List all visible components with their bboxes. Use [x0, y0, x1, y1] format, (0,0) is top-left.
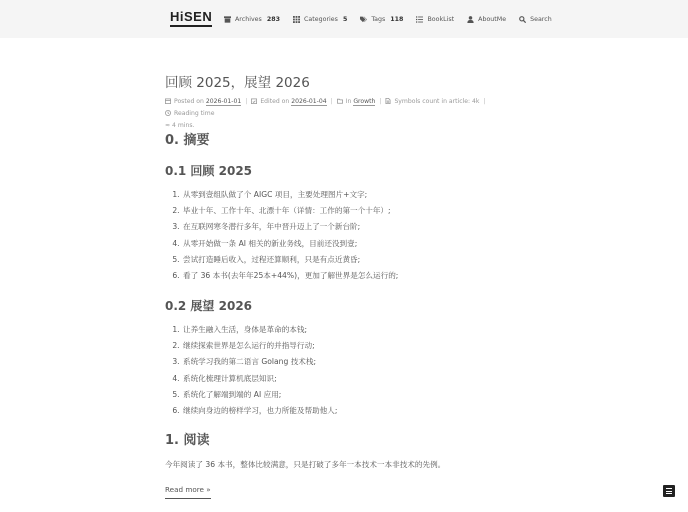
list-item: 6. 继续向身边的榜样学习，也力所能及帮助他人; — [182, 403, 337, 419]
list-item: 1. 让养生融入生活，身体是革命的本钱; — [182, 322, 337, 338]
list-item: 2. 继续探索世界是怎么运行的并指导行动; — [182, 338, 337, 354]
menu-icon-line — [666, 491, 672, 492]
nav-aboutme-label: AboutMe — [478, 15, 507, 23]
meta-reading-value: ≈ 4 mins. — [165, 122, 195, 129]
meta-separator: | — [379, 98, 382, 105]
nav-archives[interactable] — [224, 16, 280, 23]
meta-category — [337, 98, 376, 105]
meta-posted — [165, 98, 241, 105]
file-icon — [385, 98, 391, 104]
list-item: 3. 在互联网寒冬潜行多年，年中晋升迈上了一个新台阶; — [182, 219, 398, 235]
read-more-button[interactable]: Read more » — [165, 485, 211, 499]
nav-categories-label: Categories — [304, 15, 338, 23]
list-item: 1. 从零到壹组队做了个 AIGC 项目，主要处理图片+文字; — [182, 187, 398, 203]
nav-tags[interactable] — [360, 16, 403, 23]
heading-outlook-2026: 0.2 展望 2026 — [165, 299, 253, 313]
list-item: 5. 尝试打造睡后收入，过程还算顺利，只是有点近黄昏; — [182, 252, 398, 268]
meta-posted-label: Posted on — [174, 98, 204, 105]
nav-aboutme[interactable] — [467, 16, 506, 23]
nav-booklist[interactable] — [416, 16, 454, 23]
list-item: 5. 系统化了解端到端的 AI 应用; — [182, 387, 337, 403]
meta-separator: | — [330, 98, 333, 105]
calendar-check-icon — [251, 98, 257, 104]
user-icon — [467, 16, 474, 23]
search-icon — [519, 16, 526, 23]
meta-posted-date[interactable]: 2026-01-01 — [205, 98, 242, 105]
meta-symbols-value: 4k — [471, 98, 480, 105]
nav-booklist-label: BookList — [427, 15, 455, 23]
meta-symbols — [385, 98, 479, 105]
menu-icon-line — [666, 493, 672, 494]
meta-category-link[interactable]: Growth — [353, 98, 376, 105]
site-header — [0, 0, 688, 38]
meta-edited-date[interactable]: 2026-01-04 — [291, 98, 327, 105]
list-item: 2. 毕业十年、工作十年、北漂十年（详情：工作的第一个十年）; — [182, 203, 398, 219]
nav-search-label: Search — [530, 15, 552, 23]
tags-icon — [360, 16, 367, 23]
nav-tags-count: 118 — [390, 15, 404, 23]
nav-archives-count: 283 — [266, 15, 280, 23]
list-item: 4. 系统化梳理计算机底层知识; — [182, 371, 337, 387]
post-meta — [165, 96, 525, 132]
clock-icon — [165, 110, 171, 116]
toc-toggle-button[interactable] — [663, 485, 675, 497]
heading-reading: 1. 阅读 — [165, 433, 210, 448]
list-item: 4. 从零开始做一条 AI 相关的新业务线，目前还没到壹; — [182, 236, 398, 252]
nav-search[interactable] — [519, 16, 552, 23]
list-item: 6. 看了 36 本书(去年年25本+44%)，更加了解世界是怎么运行的; — [182, 268, 398, 284]
folder-icon — [337, 98, 343, 104]
nav-categories[interactable] — [293, 16, 347, 23]
reading-paragraph: 今年阅读了 36 本书，整体比较满意，只是打破了多年一本技术一本非技术的先例。 — [165, 460, 446, 469]
meta-edited — [251, 98, 326, 105]
meta-edited-label: Edited on — [260, 98, 290, 105]
post-title[interactable]: 回顾 2025，展望 2026 — [165, 75, 310, 91]
calendar-icon — [165, 98, 171, 104]
nav-tags-label: Tags — [371, 15, 386, 23]
site-logo[interactable]: HiSEN — [170, 11, 212, 27]
list-icon — [416, 16, 423, 23]
meta-separator: | — [245, 98, 248, 105]
grid-icon — [293, 16, 300, 23]
archive-icon — [224, 16, 231, 23]
meta-reading — [165, 110, 214, 117]
main-nav — [224, 13, 552, 25]
list-item: 3. 系统学习我的第二语言 Golang 技术栈; — [182, 354, 337, 370]
meta-separator: | — [483, 98, 486, 105]
nav-categories-count: 5 — [342, 15, 348, 23]
menu-icon — [666, 488, 672, 489]
heading-summary: 0. 摘要 — [165, 133, 210, 148]
meta-symbols-label: Symbols count in article: — [394, 98, 471, 105]
nav-archives-label: Archives — [235, 15, 262, 23]
meta-in-label: In — [345, 98, 352, 105]
heading-review-2025: 0.1 回顾 2025 — [165, 164, 253, 178]
meta-reading-label: Reading time — [174, 110, 215, 117]
review-list — [165, 187, 398, 284]
outlook-list — [165, 322, 337, 419]
